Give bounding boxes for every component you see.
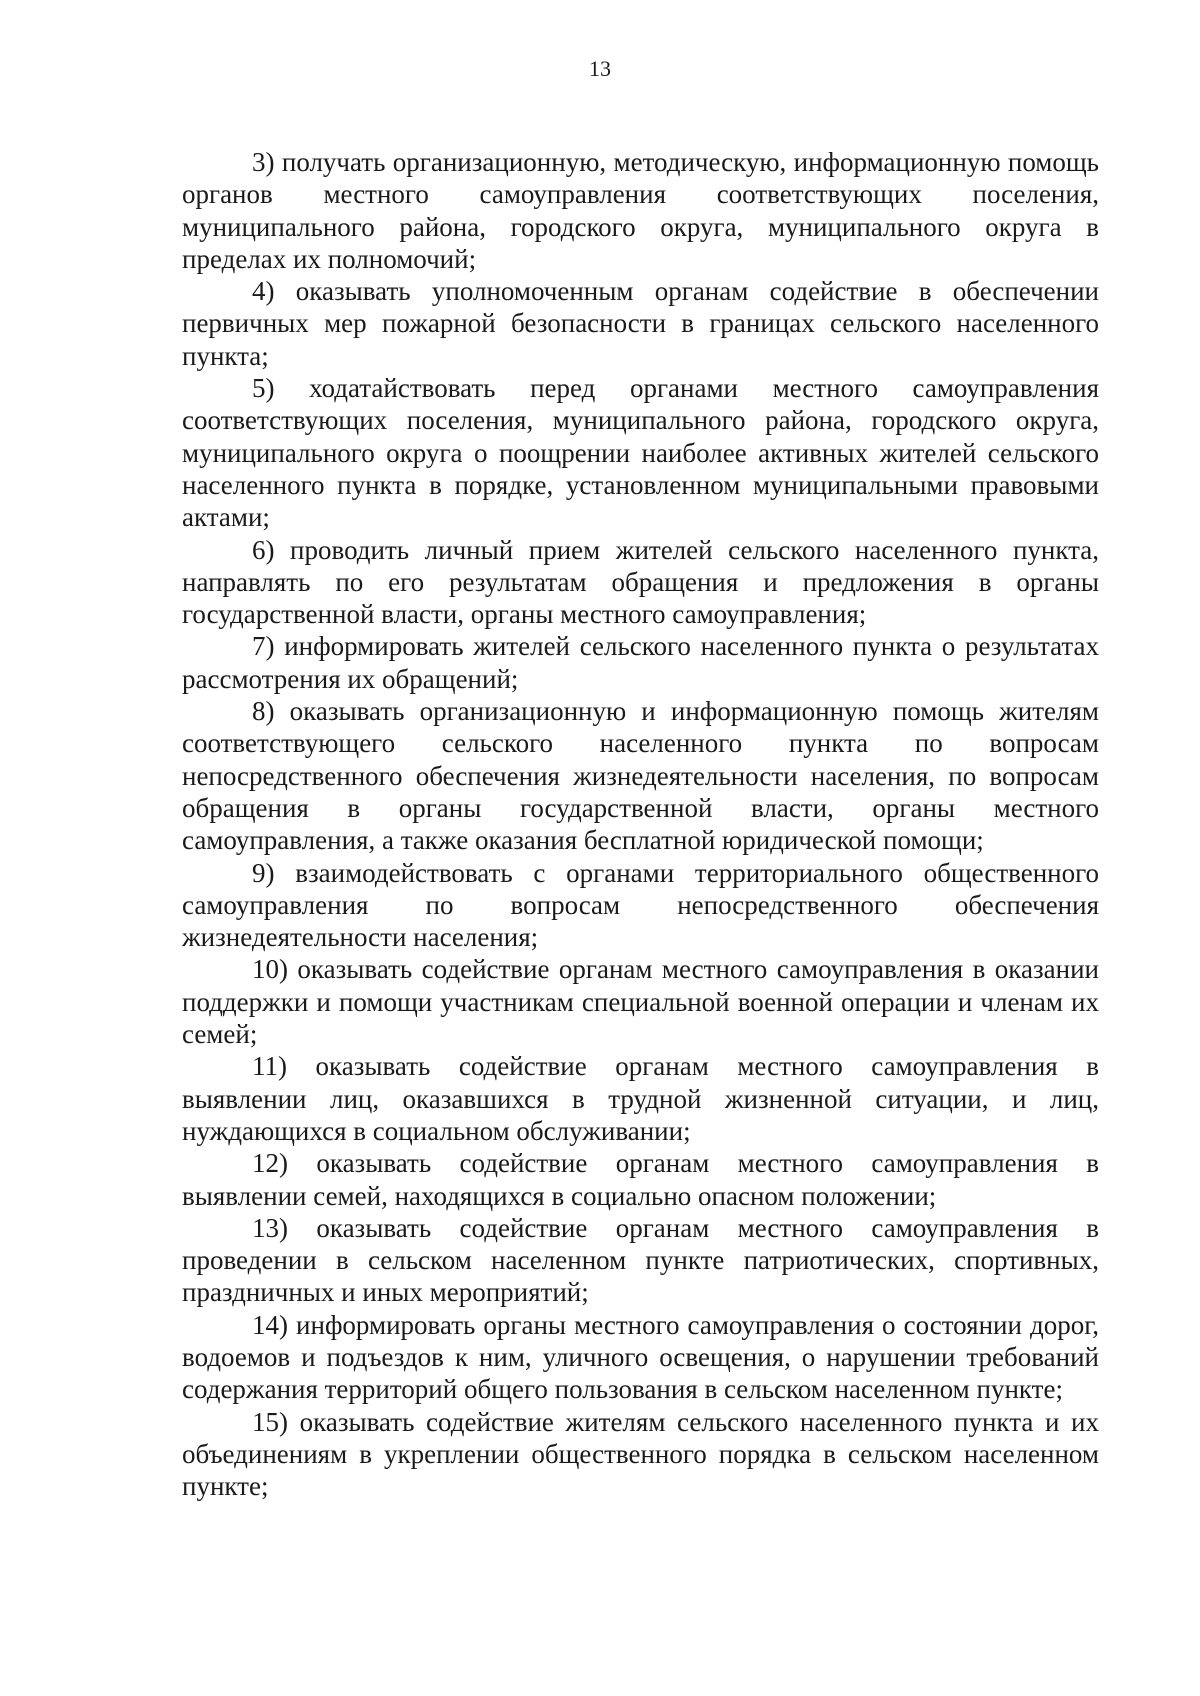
page-number: 13	[589, 56, 611, 81]
list-item-5: 5) ходатайствовать перед органами местного самоуправления соответствующих поселения, муниципального района, городского округа, муниципального округа о поощрении наиболее активных жителей сельского населенного пункта в порядке, установленном муниципальными правовыми актами;	[182, 373, 1099, 533]
list-item-10: 10) оказывать содействие органам местного самоуправления в оказании поддержки и помощи участникам специальной военной операции и членам их семей;	[182, 954, 1099, 1050]
list-item-6: 6) проводить личный прием жителей сельского населенного пункта, направлять по его результатам обращения и предложения в органы государственной власти, органы местного самоуправления;	[182, 534, 1099, 630]
list-item-3: 3) получать организационную, методическую, информационную помощь органов местного самоуправления соответствующих поселения, муниципального района, городского округа, муниципального округа в пределах их полномочий;	[182, 147, 1099, 274]
list-item-14: 14) информировать органы местного самоуправления о состоянии дорог, водоемов и подъездов к ним, уличного освещения, о нарушении требований содержания территорий общего пользования в сельском населенном пункте;	[182, 1309, 1099, 1405]
list-item-7: 7) информировать жителей сельского населенного пункта о результатах рассмотрения их обращений;	[182, 631, 1099, 694]
document-body	[182, 146, 1099, 1502]
list-item-9: 9) взаимодействовать с органами территориального общественного самоуправления по вопросам непосредственного обеспечения жизнедеятельности населения;	[182, 857, 1099, 953]
list-item-13: 13) оказывать содействие органам местного самоуправления в проведении в сельском населенном пункте патриотических, спортивных, праздничных и иных мероприятий;	[182, 1212, 1099, 1308]
list-item-15: 15) оказывать содействие жителям сельского населенного пункта и их объединениям в укреплении общественного порядка в сельском населенном пункте;	[182, 1406, 1099, 1502]
list-item-4: 4) оказывать уполномоченным органам содействие в обеспечении первичных мер пожарной безопасности в границах сельского населенного пункта;	[182, 276, 1099, 371]
list-item-11: 11) оказывать содействие органам местного самоуправления в выявлении лиц, оказавшихся в трудной жизненной ситуации, и лиц, нуждающихся в социальном обслуживании;	[182, 1051, 1099, 1146]
list-item-12: 12) оказывать содействие органам местного самоуправления в выявлении семей, находящихся в социально опасном положении;	[182, 1148, 1099, 1211]
list-item-8: 8) оказывать организационную и информационную помощь жителям соответствующего сельского населенного пункта по вопросам непосредственного обеспечения жизнедеятельности населения, по вопросам обращения в органы государственной власти, органы местного самоуправления, а также оказания бесплатной юридической помощи;	[182, 696, 1099, 856]
